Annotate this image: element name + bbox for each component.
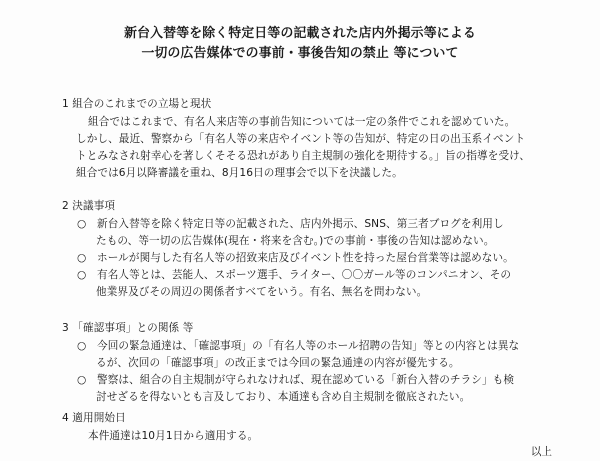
bullet-circle-icon: ○ — [77, 252, 87, 264]
relation-item — [77, 372, 514, 387]
section-1-paragraph-line: 組合では6月以降審議を重ね、8月16日の理事会で以下を決議した。 — [76, 167, 403, 179]
section-4-text: 本件通達は10月1日から適用する。 — [88, 430, 259, 442]
resolution-item — [77, 250, 514, 265]
resolution-item-text: 新台入替等を除く特定日等の記載された、店内外掲示、SNS、第三者ブログを利用し — [97, 218, 504, 230]
relation-item-continuation: 討せざるを得ないとも言及しており、本通達も含め自主規制を徹底されたい。 — [96, 391, 471, 403]
bullet-circle-icon: ○ — [77, 340, 87, 352]
relation-item-text: 警察は、組合の自主規制が守られなければ、現在認めている「新台入替のチラシ」も検 — [97, 374, 515, 386]
section-4-heading: 4 適用開始日 — [62, 412, 126, 424]
section-3-heading: 3 「確認事項」との関係 等 — [62, 322, 194, 334]
section-1-paragraph-line: トとみなされ射幸心を著しくそそる恐れがあり自主規制の強化を期待する。」旨の指導を受け、 — [76, 150, 531, 162]
resolution-item-continuation: たもの、等一切の広告媒体(現在・将来を含む。)での事前・事後の告知は認めない。 — [96, 235, 495, 247]
document-title-line-1: 新台入替等を除く特定日等の記載された店内外掲示等による — [124, 26, 476, 41]
document-title-line-2: 一切の広告媒体での事前・事後告知の禁止 等について — [141, 46, 459, 61]
section-2-heading: 2 決議事項 — [62, 200, 116, 212]
section-1-paragraph-line: 組合ではこれまで、有名人来店等の事前告知については一定の条件でこれを認めていた。 — [88, 116, 516, 128]
section-1-heading: 1 組合のこれまでの立場と現状 — [62, 98, 212, 110]
relation-item-continuation: るが、次回の「確認事項」の改正までは今回の緊急通達の内容が優先する。 — [96, 357, 460, 369]
relation-item-text: 今回の緊急通達は、「確認事項」の「有名人等のホール招聘の告知」等との内容とは異な — [97, 340, 520, 352]
resolution-item-continuation: 他業界及びその周辺の関係者すべてをいう。有名、無名を問わない。 — [96, 286, 428, 298]
bullet-circle-icon: ○ — [77, 374, 87, 386]
section-1-paragraph-line: しかし、最近、警察から「有名人等の来店やイベント等の告知が、特定の日の出玉系イベント — [76, 133, 526, 145]
bullet-circle-icon: ○ — [77, 269, 87, 281]
resolution-item — [77, 216, 504, 231]
bullet-circle-icon: ○ — [77, 218, 87, 230]
relation-item — [77, 338, 519, 353]
resolution-item-text: 有名人等とは、芸能人、スポーツ選手、ライター、〇〇ガール等のコンパニオン、その — [97, 269, 512, 281]
resolution-item-text: ホールが関与した有名人等の招致来店及びイベント性を持った屋台営業等は認めない。 — [97, 252, 514, 264]
resolution-item — [77, 267, 511, 282]
closing-mark: 以上 — [530, 446, 552, 458]
